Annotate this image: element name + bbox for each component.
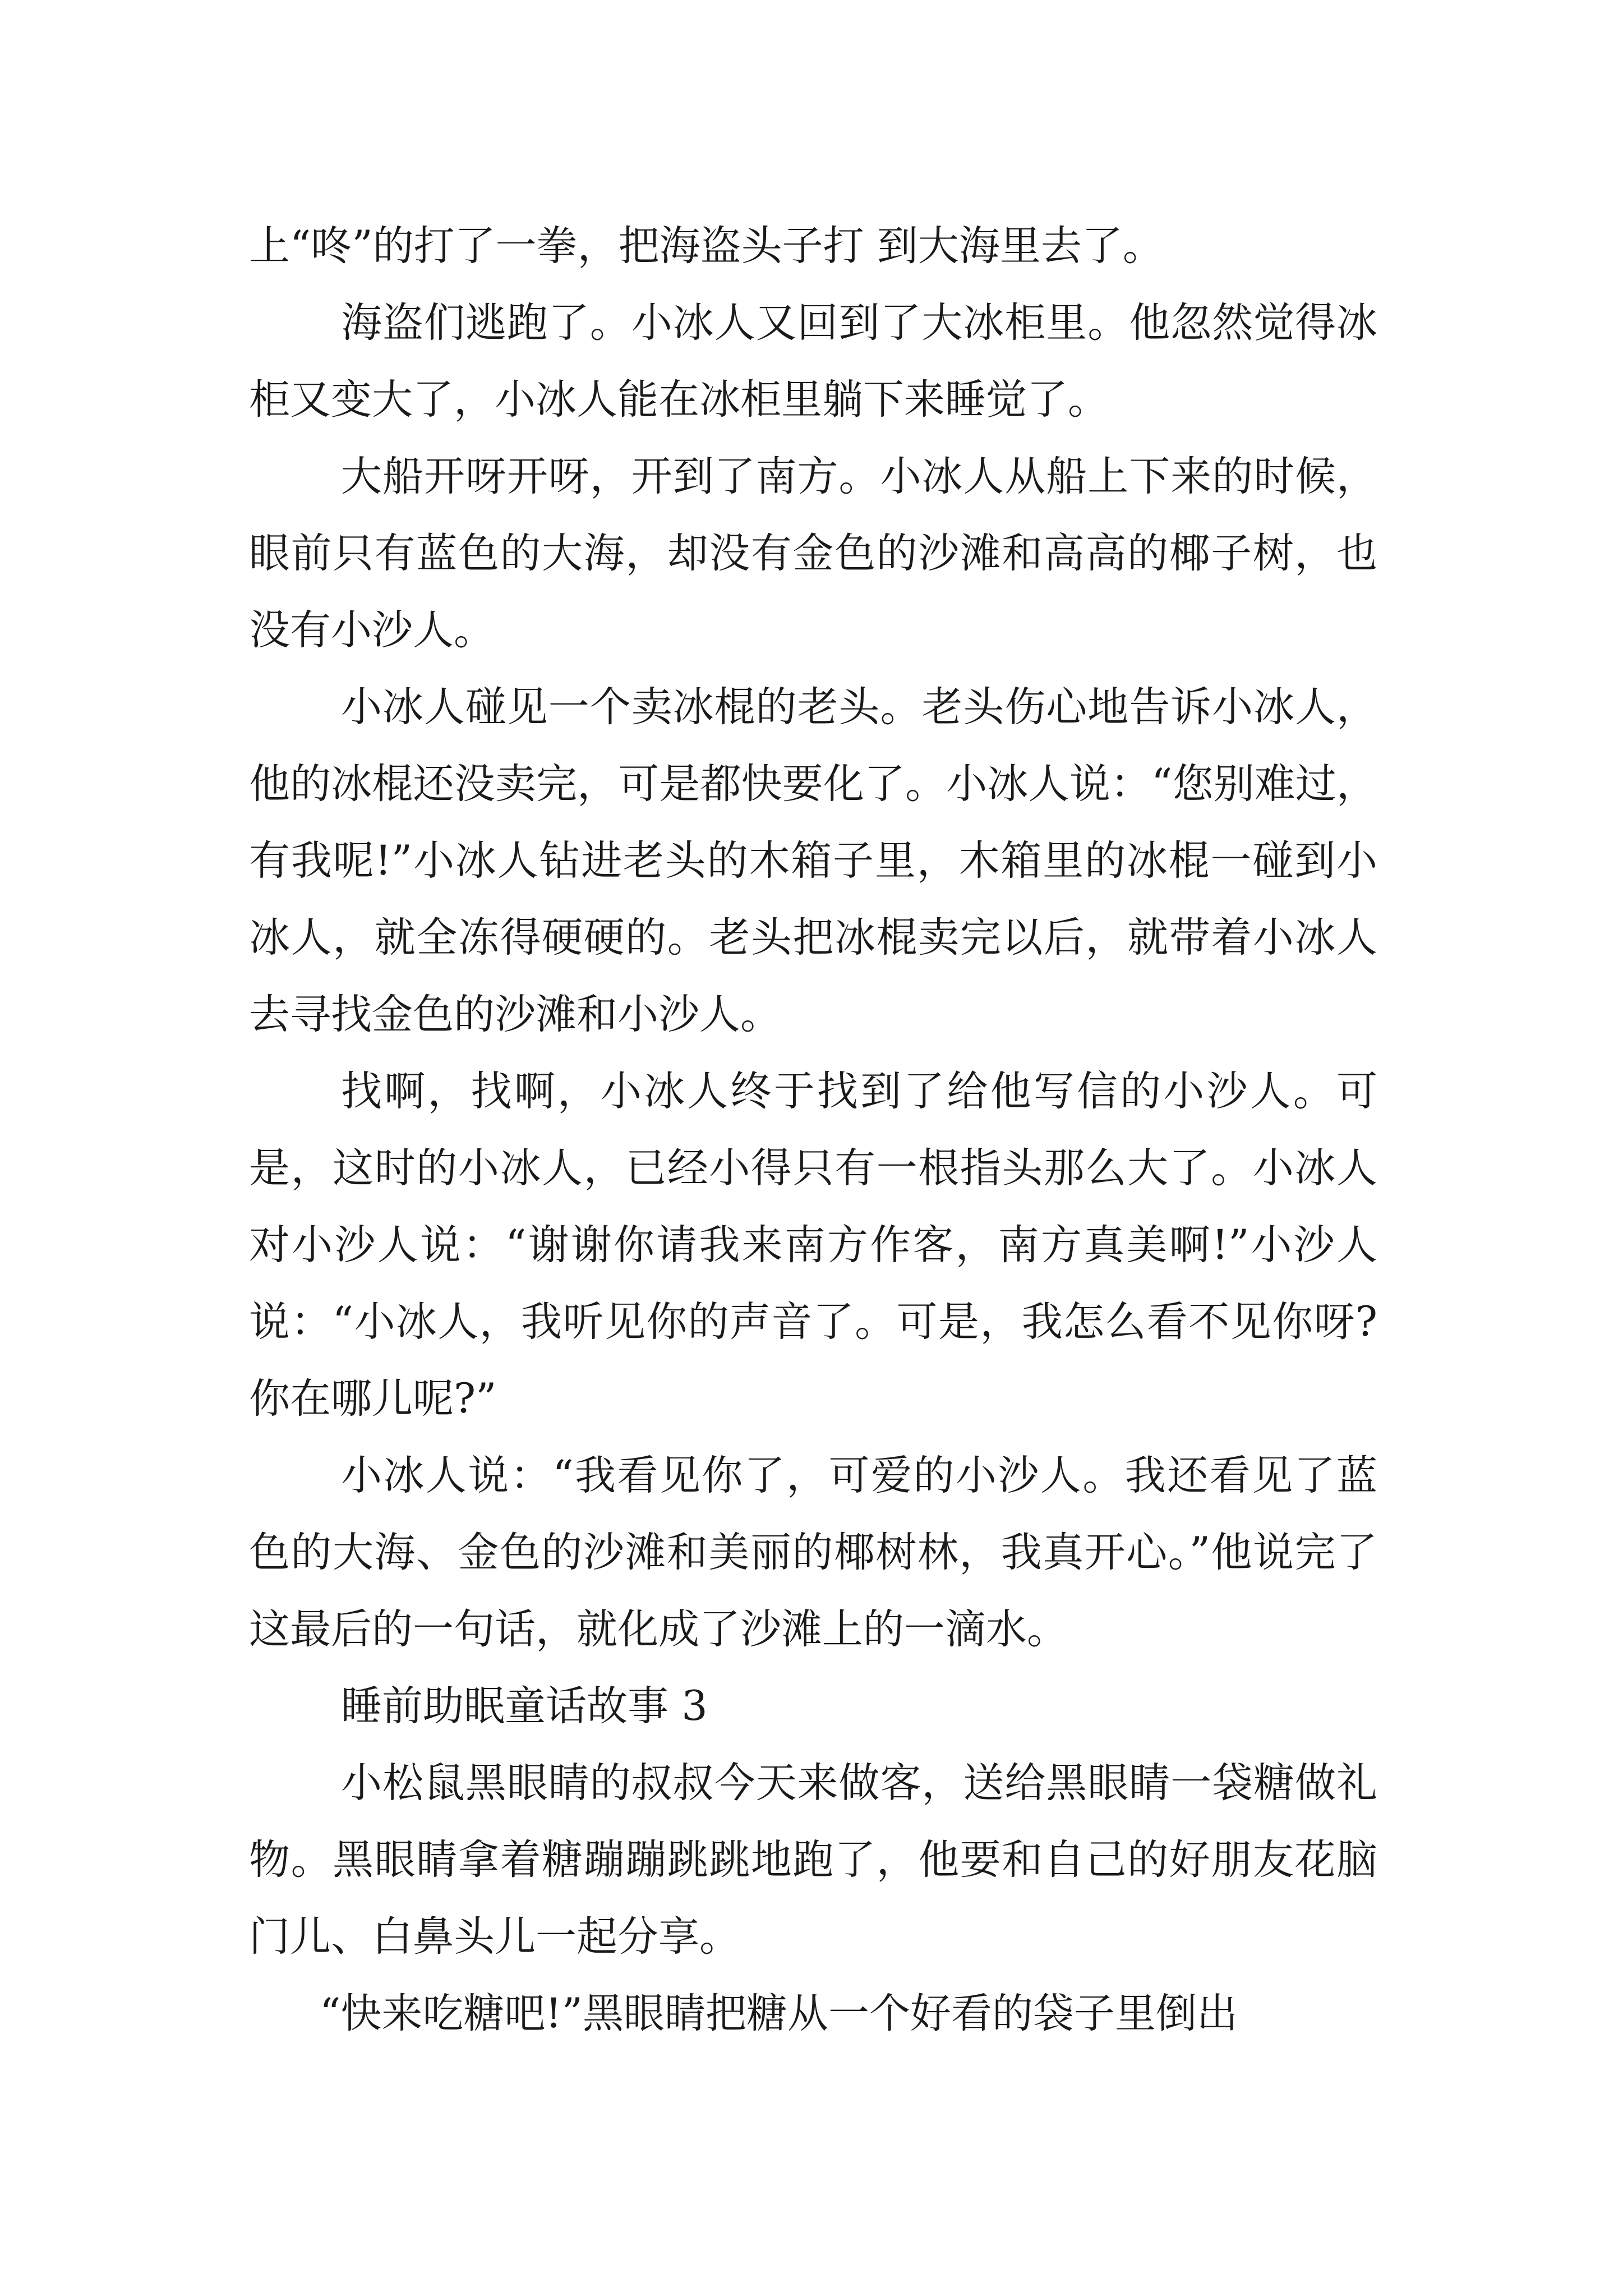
paragraph: 海盗们逃跑了。小冰人又回到了大冰柜里。他忽然觉得冰柜又变大了，小冰人能在冰柜里躺下来睡觉了。 bbox=[249, 299, 1377, 424]
section-heading: 睡前助眠童话故事 3 bbox=[341, 1682, 708, 1730]
paragraph: “快来吃糖吧!”黑眼睛把糖从一个好看的袋子里倒出 bbox=[320, 1990, 1238, 2037]
paragraph: 大船开呀开呀，开到了南方。小冰人从船上下来的时候，眼前只有蓝色的大海，却没有金色的沙滩和高高的椰子树，也没有小沙人。 bbox=[249, 453, 1377, 654]
paragraph: 小松鼠黑眼睛的叔叔今天来做客，送给黑眼睛一袋糖做礼物。黑眼睛拿着糖蹦蹦跳跳地跑了，他要和自己的好朋友花脑门儿、白鼻头儿一起分享。 bbox=[249, 1759, 1377, 1961]
paragraph: 小冰人说：“我看见你了，可爱的小沙人。我还看见了蓝色的大海、金色的沙滩和美丽的椰树林，我真开心。”他说完了这最后的一句话，就化成了沙滩上的一滴水。 bbox=[249, 1452, 1377, 1653]
body-text bbox=[249, 208, 1377, 2052]
paragraph: 找啊，找啊，小冰人终于找到了给他写信的小沙人。可是，这时的小冰人，已经小得只有一根指头那么大了。小冰人对小沙人说：“谢谢你请我来南方作客，南方真美啊!”小沙人说：“小冰人，我听见你的声音了。可是，我怎么看不见你呀?你在哪儿呢?” bbox=[249, 1068, 1377, 1423]
paragraph: 小冰人碰见一个卖冰棍的老头。老头伤心地告诉小冰人，他的冰棍还没卖完，可是都快要化了。小冰人说：“您别难过，有我呢!”小冰人钻进老头的木箱子里，木箱里的冰棍一碰到小冰人，就全冻得硬硬的。老头把冰棍卖完以后，就带着小冰人去寻找金色的沙滩和小沙人。 bbox=[249, 683, 1377, 1038]
paragraph-continuation: 上“咚”的打了一拳，把海盗头子打 到大海里去了。 bbox=[249, 222, 1164, 270]
